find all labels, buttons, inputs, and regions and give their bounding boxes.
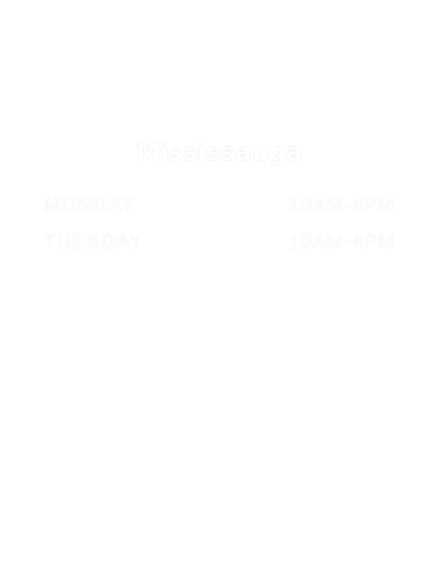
hours-day: TUESDAY [44,232,144,253]
hours-row-monday [44,195,395,219]
hours-row-tuesday [44,232,395,256]
hours-time: 10AM-4PM [288,232,395,253]
hours-day: MONDAY [44,195,136,216]
location-title: Mississauga [136,138,303,166]
hours-time: 10AM-4PM [288,195,395,216]
